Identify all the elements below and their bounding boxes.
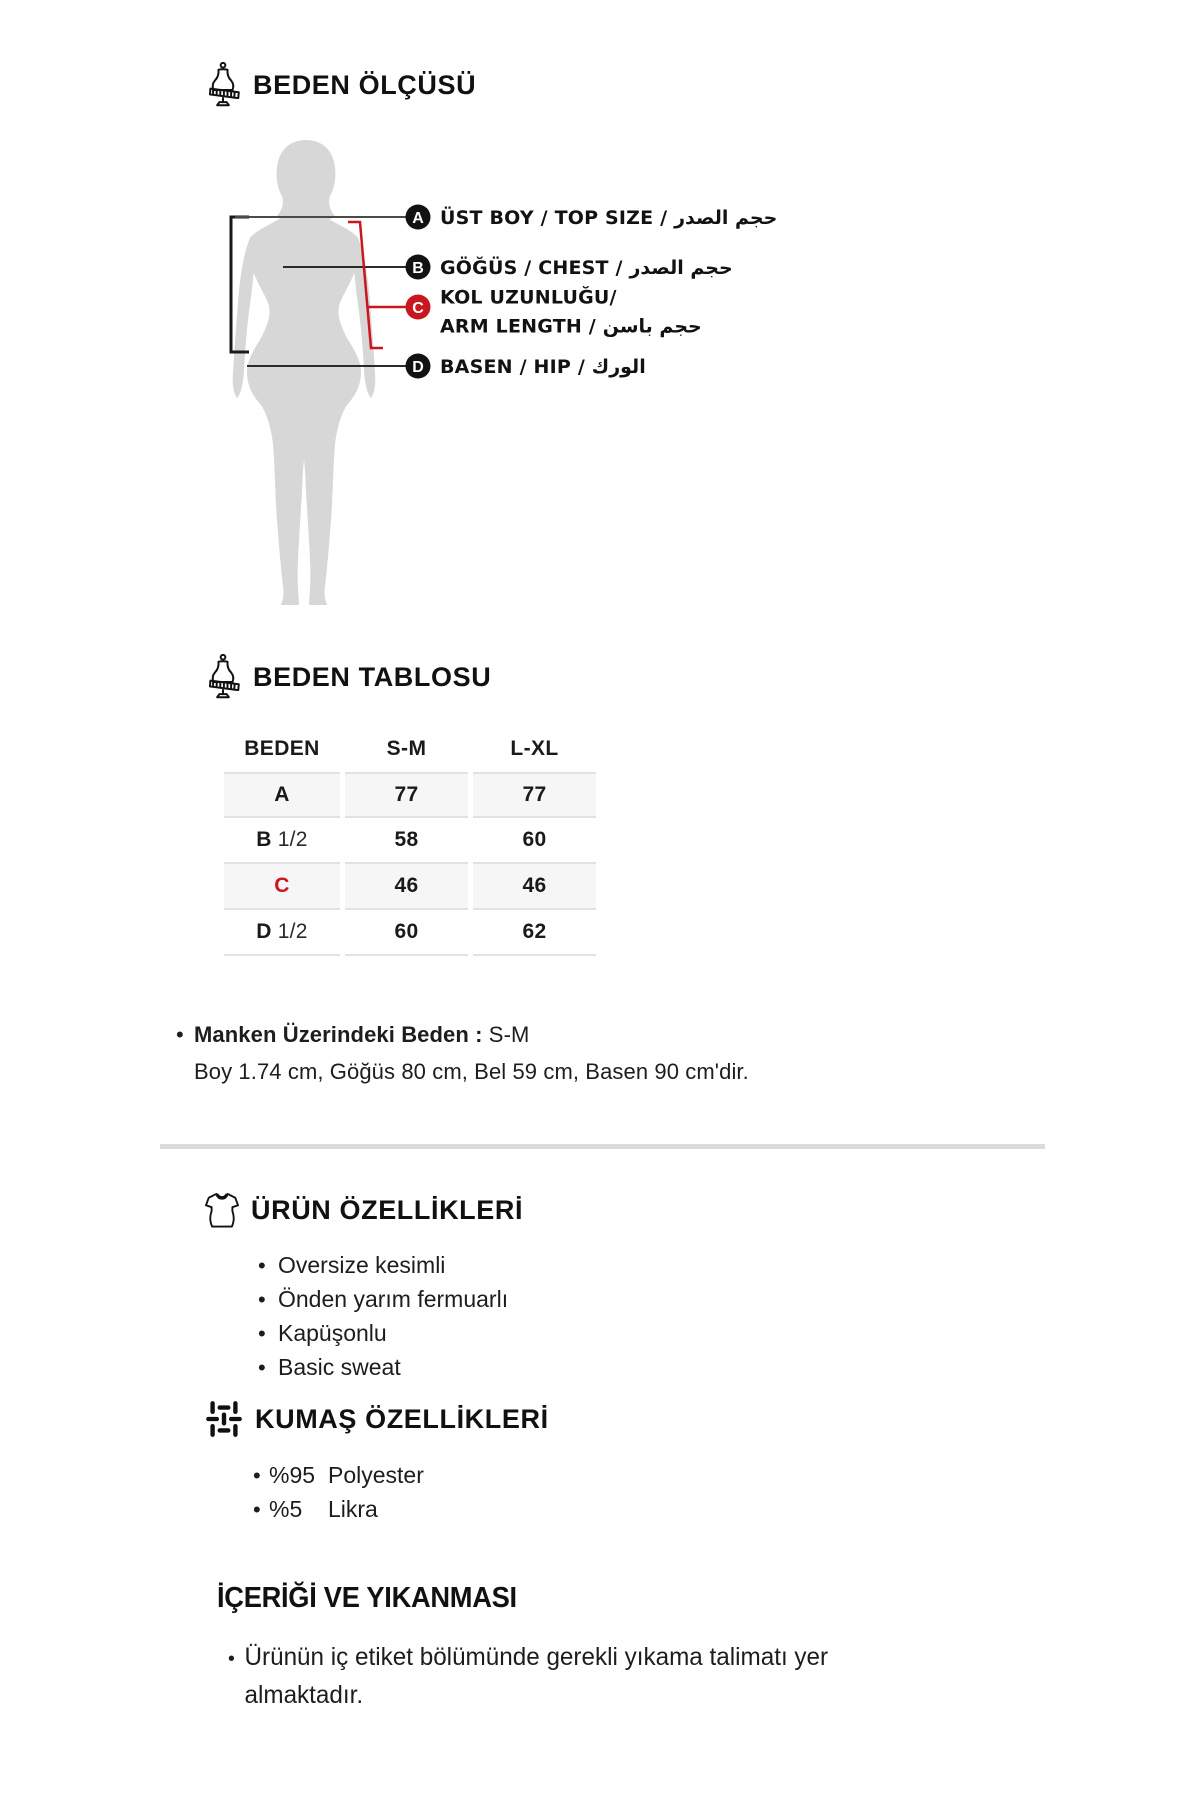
silhouette-body [247, 214, 361, 605]
care-section-title: İÇERİĞİ VE YIKANMASI [217, 1582, 517, 1614]
marker-c-letter: C [412, 300, 424, 317]
value-lxl: 62 [473, 910, 596, 956]
care-note-line2: almaktadır. [244, 1681, 364, 1709]
section-title: KUMAŞ ÖZELLİKLERİ [255, 1403, 549, 1434]
value-sm: 46 [345, 864, 468, 910]
fabric-name: Polyester [328, 1462, 424, 1488]
marker-b-letter: B [412, 260, 424, 277]
bullet-icon: • [176, 1022, 184, 1047]
bullet-icon: • [258, 1253, 266, 1278]
mannequin-icon [205, 652, 241, 702]
fabric-composition-list [253, 1462, 424, 1530]
list-item [258, 1252, 508, 1286]
label-chest: GÖĞÜS / CHEST / حجم الصدر [440, 257, 733, 279]
row-label [224, 864, 340, 910]
list-item [258, 1320, 508, 1354]
bullet-icon: • [258, 1321, 266, 1346]
list-item [253, 1496, 424, 1530]
bullet-icon: • [258, 1287, 266, 1312]
list-item [258, 1354, 508, 1388]
label-top-size: ÜST BOY / TOP SIZE / حجم الصدر [440, 207, 778, 229]
care-note-line1: Ürünün iç etiket bölümünde gerekli yıkama talimatı yer [244, 1643, 829, 1671]
bullet-icon: • [253, 1463, 261, 1488]
fabric-percent: %5 [269, 1496, 303, 1522]
fabric-name: Likra [328, 1496, 378, 1522]
section-divider [160, 1144, 1045, 1149]
product-feature-list [258, 1252, 508, 1388]
value-sm: 60 [345, 910, 468, 956]
tshirt-icon [205, 1190, 239, 1230]
col-header-lxl: L-XL [471, 726, 598, 772]
row-letter: B [256, 828, 272, 851]
row-label [224, 910, 340, 956]
value-lxl: 60 [473, 818, 596, 864]
table-row [222, 818, 598, 864]
product-features-header [205, 1190, 523, 1230]
list-item [253, 1462, 424, 1496]
bullet-icon: • [253, 1497, 261, 1522]
value-sm: 58 [345, 818, 468, 864]
value-lxl: 46 [473, 864, 596, 910]
fabric-weave-icon [205, 1400, 243, 1438]
care-note [228, 1638, 936, 1714]
list-item [258, 1286, 508, 1320]
silhouette-head [276, 140, 336, 222]
feature-text: Kapüşonlu [278, 1320, 387, 1346]
col-header-beden: BEDEN [222, 726, 342, 772]
row-letter: A [274, 783, 290, 806]
label-arm-length-line1: KOL UZUNLUĞU/ [440, 286, 617, 309]
value-sm: 77 [345, 772, 468, 818]
table-row [222, 910, 598, 956]
row-letter: D [256, 920, 272, 943]
table-row [222, 864, 598, 910]
row-label [224, 772, 340, 818]
fabric-features-header [205, 1400, 549, 1438]
model-size-detail: Boy 1.74 cm, Göğüs 80 cm, Bel 59 cm, Basen 90 cm'dir. [194, 1059, 749, 1084]
col-header-sm: S-M [343, 726, 470, 772]
label-arm-length-line2: ARM LENGTH / حجم باسن [440, 315, 702, 338]
label-hip: BASEN / HIP / الورك [440, 356, 646, 378]
marker-d-letter: D [412, 359, 424, 376]
section-title: BEDEN ÖLÇÜSÜ [253, 69, 477, 100]
fabric-percent: %95 [269, 1462, 316, 1488]
row-fraction: 1/2 [277, 828, 308, 851]
row-fraction: 1/2 [277, 920, 308, 943]
size-table-header [205, 652, 491, 702]
size-table-head-row [222, 726, 598, 772]
bullet-icon: • [258, 1355, 266, 1380]
row-label [224, 818, 340, 864]
body-measurement-diagram [150, 130, 910, 625]
mannequin-icon [205, 60, 241, 110]
model-size-value: S-M [488, 1022, 530, 1047]
marker-a-letter: A [412, 210, 424, 227]
feature-text: Basic sweat [278, 1354, 401, 1380]
table-row [222, 772, 598, 818]
label-arm-length [440, 287, 702, 338]
section-title: ÜRÜN ÖZELLİKLERİ [251, 1194, 524, 1225]
model-size-note [176, 1022, 749, 1085]
section-title: BEDEN TABLOSU [253, 661, 492, 692]
model-size-line1 [176, 1022, 749, 1048]
feature-text: Oversize kesimli [278, 1252, 446, 1278]
size-table [222, 726, 598, 956]
row-letter: C [274, 874, 290, 897]
model-size-label: Manken Üzerindeki Beden : [194, 1022, 483, 1047]
feature-text: Önden yarım fermuarlı [278, 1286, 509, 1312]
size-guide-header [205, 60, 476, 110]
value-lxl: 77 [473, 772, 596, 818]
bullet-icon: • [228, 1648, 235, 1670]
